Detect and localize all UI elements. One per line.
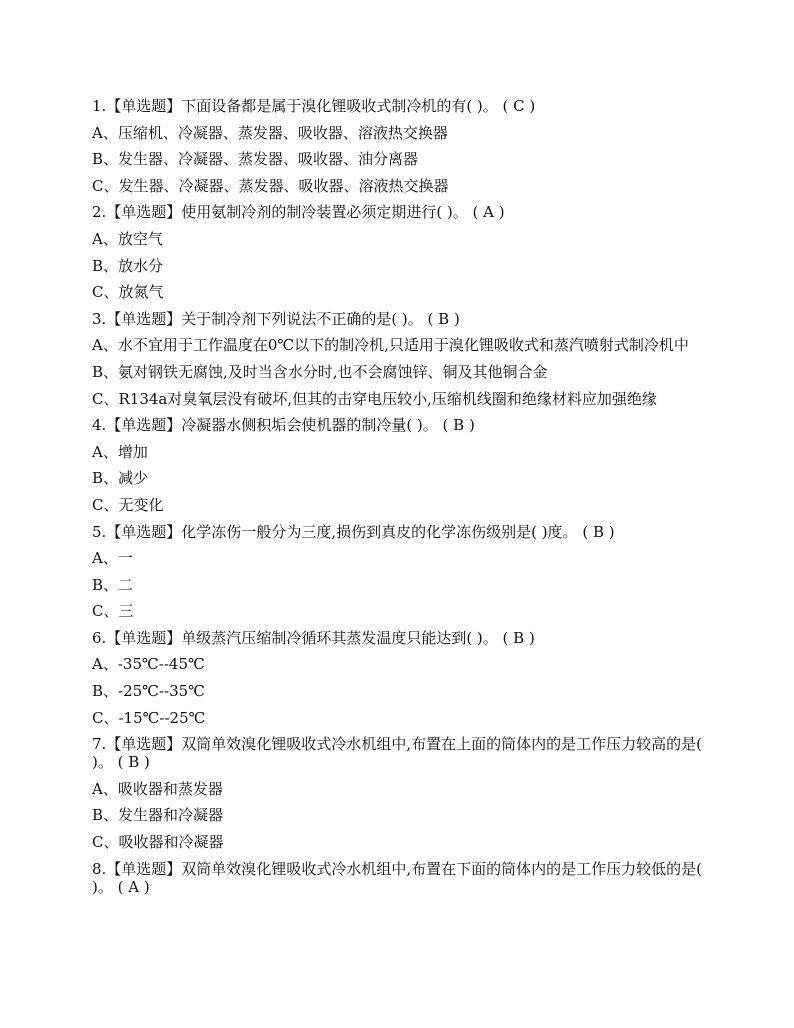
- question-list: [92, 97, 707, 904]
- option: C、无变化: [92, 495, 164, 514]
- option: C、吸收器和冷凝器: [92, 833, 224, 852]
- option: C、R134a对臭氧层没有破坏,但其的击穿电压较小,压缩机线圈和绝缘材料应加强绝缘: [92, 389, 657, 408]
- question-stem: 5.【单选题】化学冻伤一般分为三度,损伤到真皮的化学冻伤级别是( )度。 ( B ): [92, 522, 615, 541]
- option: B、-25℃--35℃: [92, 682, 205, 701]
- option: B、减少: [92, 469, 149, 488]
- option: A、水不宜用于工作温度在0℃以下的制冷机,只适用于溴化锂吸收式和蒸汽喷射式制冷机中: [92, 336, 689, 355]
- option: B、放水分: [92, 256, 164, 275]
- question-stem: 2.【单选题】使用氨制冷剂的制冷装置必须定期进行( )。 ( A ): [92, 203, 505, 222]
- option: B、氨对钢铁无腐蚀,及时当含水分时,也不会腐蚀锌、铜及其他铜合金: [92, 362, 548, 381]
- option: A、吸收器和蒸发器: [92, 779, 223, 798]
- question-stem: 6.【单选题】单级蒸汽压缩制冷循环其蒸发温度只能达到( )。 ( B ): [92, 628, 535, 647]
- question-stem: 7.【单选题】双筒单效溴化锂吸收式冷水机组中,布置在上面的筒体内的是工作压力较高的是( )。 ( B ): [92, 735, 707, 772]
- question-stem: 8.【单选题】双筒单效溴化锂吸收式冷水机组中,布置在下面的筒体内的是工作压力较低的是( )。 ( A ): [92, 859, 707, 896]
- option: C、三: [92, 602, 134, 621]
- option: A、增加: [92, 442, 148, 461]
- option: C、放氮气: [92, 283, 164, 302]
- option: C、发生器、冷凝器、蒸发器、吸收器、溶液热交换器: [92, 176, 449, 195]
- option: A、压缩机、冷凝器、蒸发器、吸收器、溶液热交换器: [92, 123, 448, 142]
- option: A、-35℃--45℃: [92, 655, 205, 674]
- option: B、发生器、冷凝器、蒸发器、吸收器、油分离器: [92, 150, 419, 169]
- option: B、二: [92, 575, 134, 594]
- option: A、放空气: [92, 229, 163, 248]
- question-stem: 3.【单选题】关于制冷剂下列说法不正确的是( )。 ( B ): [92, 309, 460, 328]
- question-stem: 4.【单选题】冷凝器水侧积垢会使机器的制冷量( )。 ( B ): [92, 416, 475, 435]
- question-stem: 1.【单选题】下面设备都是属于溴化锂吸收式制冷机的有( )。 ( C ): [92, 97, 536, 115]
- option: B、发生器和冷凝器: [92, 806, 224, 825]
- option: C、-15℃--25℃: [92, 708, 206, 727]
- option: A、一: [92, 549, 133, 568]
